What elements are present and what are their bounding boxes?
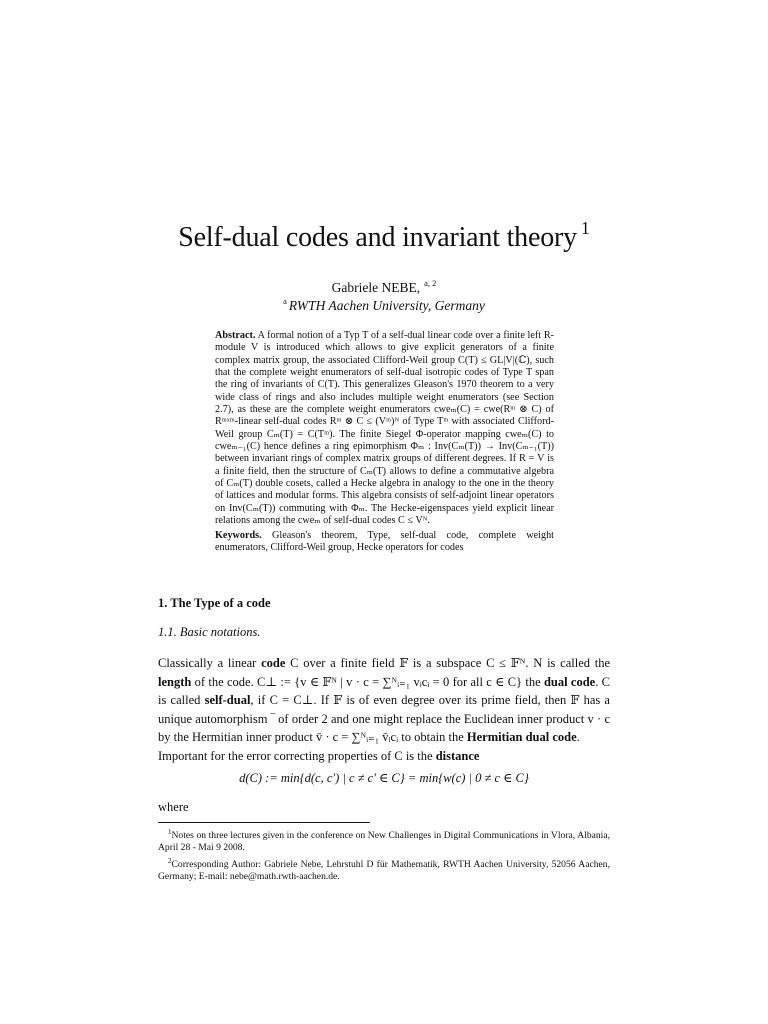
affiliation-mark: a <box>283 296 287 306</box>
term-distance: distance <box>435 748 480 763</box>
body-fragment: Important for the error correcting properties of C is the <box>158 748 436 763</box>
body-text <box>158 654 610 766</box>
footnote-text: Corresponding Author: Gabriele Nebe, Lehrstuhl D für Mathematik, RWTH Aachen University, 52056 Aachen, Germany; E-mail: nebe@math.rwth-aachen.de. <box>158 858 610 882</box>
where-text: where <box>158 800 189 814</box>
subsection-heading: 1.1. Basic notations. <box>158 625 261 639</box>
keywords-text: Gleason's theorem, Type, self-dual code, complete weight enumerators, Clifford-Weil group, Hecke operators for codes <box>215 530 554 554</box>
abstract <box>215 330 554 528</box>
footnote-mark: 2 <box>168 856 172 865</box>
body-fragment: of the code. C⊥ := {v ∈ 𝔽ᴺ | v · c = ∑ᴺᵢ₌₁ vᵢcᵢ = 0 for all c ∈ C} the <box>191 674 544 689</box>
term-self-dual: self-dual <box>204 693 251 708</box>
footnote-2 <box>158 855 610 884</box>
footnote-1 <box>158 826 610 855</box>
distance-equation: d(C) := min{d(c, c′) | c ≠ c′ ∈ C} = min{w(c) | 0 ≠ c ∈ C} <box>239 771 529 785</box>
footnote-mark: 1 <box>168 828 172 836</box>
term-length: length <box>158 674 192 689</box>
body-fragment: Classically a linear <box>158 656 262 670</box>
term-code: code <box>261 656 286 670</box>
term-dual-code: dual code <box>543 674 596 689</box>
author-name: Gabriele NEBE, <box>331 280 421 295</box>
body-fragment: , if C = C⊥. If 𝔽 is of even degree over its prime field, then 𝔽 has a unique automorphism ‾ of order 2 and one might replace the Euclidean inner product v · c by the Hermitian inner product v̄ · c = ∑ᴺᵢ₌₁ v̄ᵢcᵢ to obtain the <box>158 693 610 745</box>
body-fragment: . <box>576 730 580 745</box>
title-footnote-mark: 1 <box>580 218 590 238</box>
term-hermitian-dual-code: Hermitian dual code <box>466 730 577 745</box>
footnote-text: Notes on three lectures given in the conference on New Challenges in Digital Communications in Vlora, Albania, April 28 - Mai 9 2008. <box>158 830 610 854</box>
affiliation-text: RWTH Aachen University, Germany <box>288 298 485 313</box>
body-fragment: . C is called <box>158 674 610 708</box>
title-text: Self-dual codes and invariant theory <box>178 222 577 253</box>
section-heading: 1. The Type of a code <box>158 596 271 610</box>
affiliation-line <box>0 296 768 314</box>
author-line <box>0 278 768 296</box>
abstract-label: Abstract. <box>215 330 256 341</box>
paper-title <box>0 218 768 254</box>
body-fragment: C over a finite field 𝔽 is a subspace C ≤ 𝔽ᴺ. N is called the <box>285 656 611 670</box>
footnotes <box>158 826 610 883</box>
author-marks: a, 2 <box>424 278 437 288</box>
keywords-label: Keywords. <box>215 530 262 541</box>
footnote-rule <box>158 822 370 823</box>
keywords <box>215 530 554 555</box>
abstract-text: A formal notion of a Typ T of a self-dual linear code over a finite left R-module V is introduced which allows to give explicit generators of a finite complex matrix group, the associated Clifford-Weil group C(T) ≤ GL|V|(ℂ), such that the complete weight enumerators of self-dual isotropic codes of Type T span the ring of invariants of C(T). This generalizes Gleason's 1970 theorem to a very wide class of rings and also includes multiple weight enumerators (see Section 2.7), as these are the complete weight enumerators cweₘ(C) = cwe(Rᵐ ⊗ C) of Rᵐˣᵐ-linear self-dual codes Rᵐ ⊗ C ≤ (Vᵐ)ᴺ of Type Tᵐ with associated Clifford-Weil group Cₘ(T) = C(Tᵐ). The finite Siegel Φ-operator mapping cweₘ(C) to cweₘ₋₁(C) hence defines a ring epimorphism Φₘ : Inv(Cₘ(T)) → Inv(Cₘ₋₁(T)) between invariant rings of complex matrix groups of different degrees. If R = V is a finite field, then the structure of Cₘ(T) allows to define a commutative algebra of Cₘ(T) double cosets, called a Hecke algebra in analogy to the one in the theory of lattices and modular forms. This algebra consists of self-adjoint linear operators on Inv(Cₘ(T)) commuting with Φₘ. The Hecke-eigenspaces yield explicit linear relations among the cweₘ of self-dual codes C ≤ Vᴺ. <box>215 330 555 527</box>
